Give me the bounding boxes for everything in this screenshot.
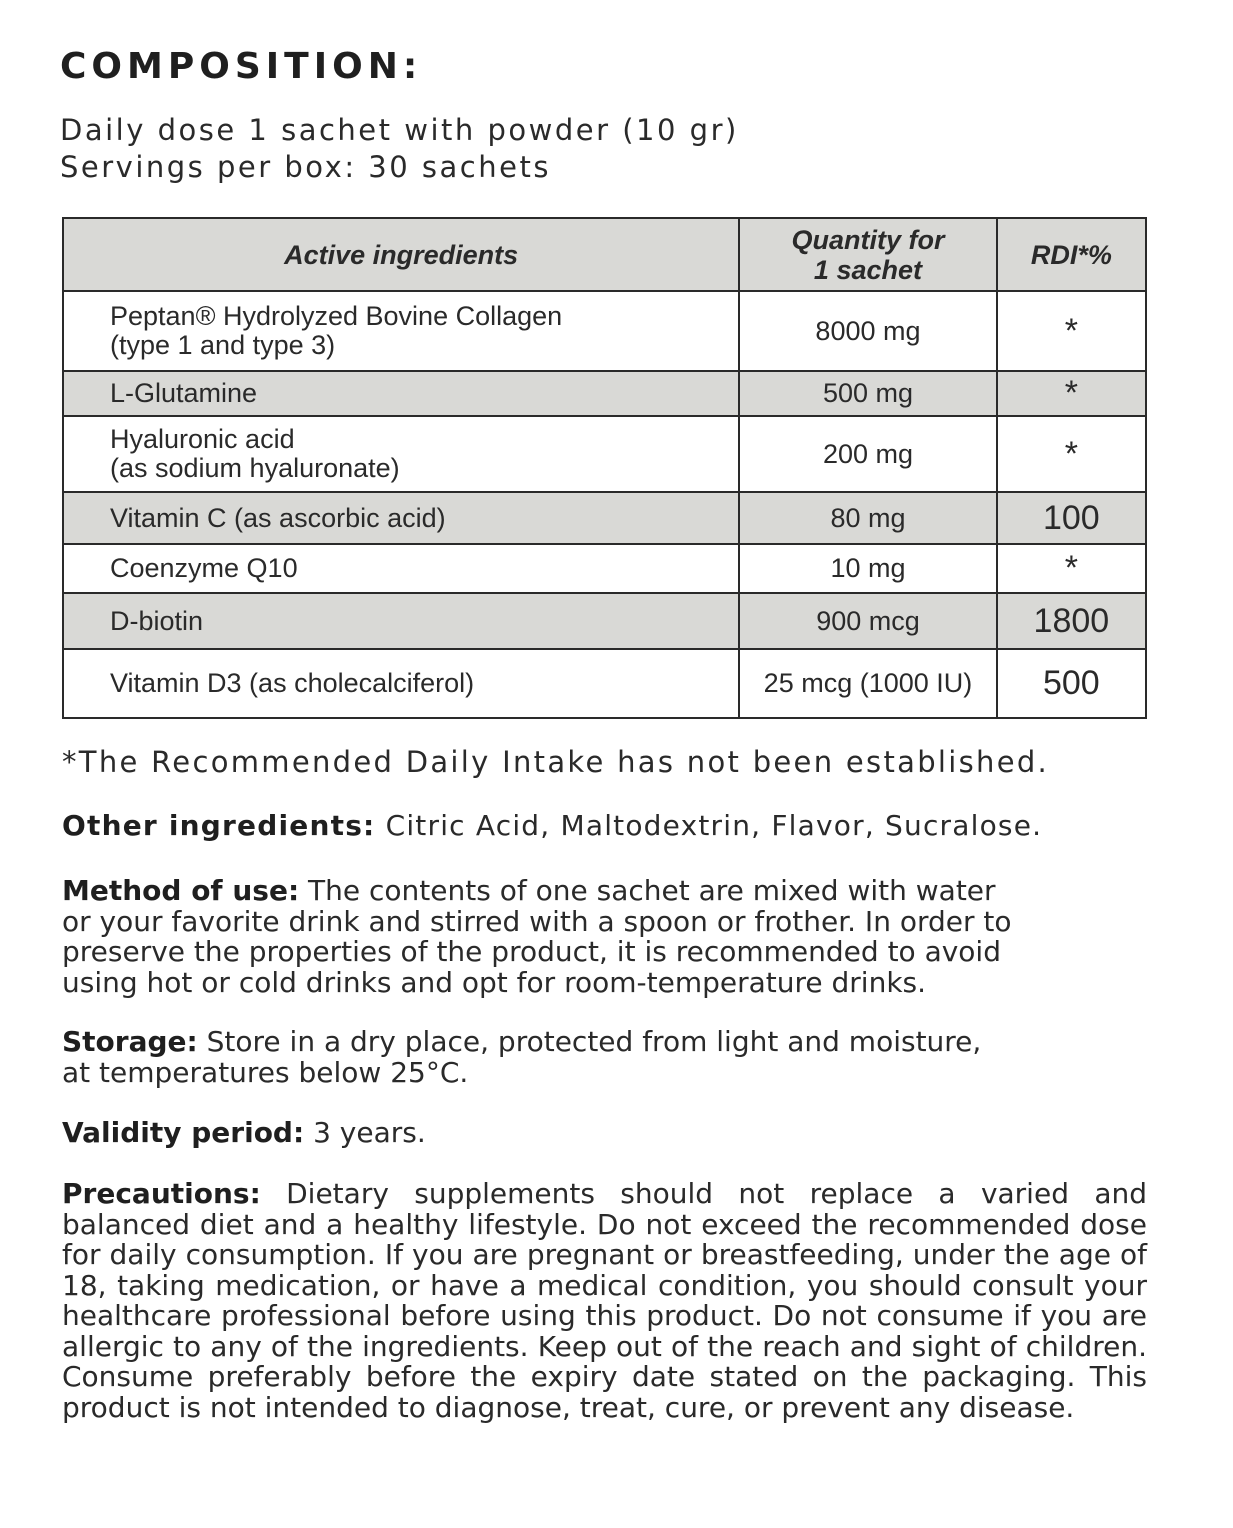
ingredient-name: Peptan® Hydrolyzed Bovine Collagen xyxy=(110,301,563,331)
table-header-row xyxy=(63,218,1146,291)
header-active-ingredients: Active ingredients xyxy=(63,218,739,291)
quantity-cell: 8000 mg xyxy=(739,291,996,371)
ingredient-cell xyxy=(63,291,739,371)
table-row xyxy=(63,371,1146,416)
quantity-cell: 900 mcg xyxy=(739,593,996,649)
ingredient-cell xyxy=(63,371,739,416)
servings-text: Servings per box: 30 sachets xyxy=(60,150,551,184)
method-label: Method of use: xyxy=(62,874,300,907)
table-row xyxy=(63,492,1146,544)
storage xyxy=(62,1027,981,1088)
ingredient-name: Hyaluronic acid xyxy=(110,424,295,454)
rdi-cell: 500 xyxy=(997,649,1146,718)
storage-text-line1: Store in a dry place, protected from light and moisture, xyxy=(197,1025,982,1058)
method-text-line2: or your favorite drink and stirred with a spoon or frother. In order to xyxy=(62,904,1012,938)
header-rdi: RDI*% xyxy=(997,218,1146,291)
precautions-label: Precautions: xyxy=(62,1177,261,1210)
ingredient-name: L-Glutamine xyxy=(110,378,258,408)
rdi-cell: * xyxy=(997,291,1146,371)
storage-label: Storage: xyxy=(62,1025,198,1058)
dose-info xyxy=(60,112,739,186)
ingredient-name: Coenzyme Q10 xyxy=(110,553,298,583)
rdi-cell: 100 xyxy=(997,492,1146,544)
other-ingredients xyxy=(62,811,1042,842)
ingredient-detail: (as sodium hyaluronate) xyxy=(110,453,400,483)
table-row xyxy=(63,291,1146,371)
ingredient-name: Vitamin C (as ascorbic acid) xyxy=(110,502,446,533)
method-of-use xyxy=(62,876,1012,998)
quantity-cell: 200 mg xyxy=(739,416,996,492)
ingredients-table xyxy=(62,217,1147,719)
method-text-line3: preserve the properties of the product, it is recommended to avoid xyxy=(62,935,1001,968)
header-quantity-line2: 1 sachet xyxy=(813,254,922,285)
ingredient-cell xyxy=(63,649,739,718)
validity-label: Validity period: xyxy=(62,1116,305,1149)
table-row xyxy=(63,544,1146,593)
other-ingredients-label: Other ingredients: xyxy=(62,809,376,842)
daily-dose-text: Daily dose 1 sachet with powder (10 gr) xyxy=(60,113,739,147)
quantity-cell: 80 mg xyxy=(739,492,996,544)
table-row xyxy=(63,593,1146,649)
quantity-cell: 25 mcg (1000 IU) xyxy=(739,649,996,718)
method-text-line1: The contents of one sachet are mixed with water xyxy=(299,874,996,907)
rdi-cell: * xyxy=(997,416,1146,492)
quantity-cell: 10 mg xyxy=(739,544,996,593)
table-row xyxy=(63,416,1146,492)
rdi-cell: * xyxy=(997,371,1146,416)
rdi-cell: * xyxy=(997,544,1146,593)
ingredient-cell xyxy=(63,593,739,649)
ingredient-cell xyxy=(63,416,739,492)
header-quantity xyxy=(739,218,996,291)
ingredient-name: Vitamin D3 (as cholecalciferol) xyxy=(110,668,475,698)
ingredient-cell xyxy=(63,492,739,544)
header-quantity-line1: Quantity for xyxy=(791,224,945,255)
ingredient-cell xyxy=(63,544,739,593)
rdi-cell: 1800 xyxy=(997,593,1146,649)
validity-text: 3 years. xyxy=(304,1116,426,1149)
storage-text-line2: at temperatures below 25°C. xyxy=(62,1055,469,1089)
quantity-cell: 500 mg xyxy=(739,371,996,416)
precautions-text: Dietary supplements should not replace a varied and balanced diet and a healthy lifestyle. Do not exceed the recommended dose for daily consumption. If you are pregnant or breastfeeding, under the age of 18, taking medication, or have a medical condition, you should consult your healthcare professional before using this product. Do not consume if you are allergic to any of the ingredients. Keep out of the reach and sight of children. Consume preferably before the expiry date stated on the packaging. This product is not intended to diagnose, treat, cure, or prevent any disease. xyxy=(62,1177,1147,1424)
table-row xyxy=(63,649,1146,718)
rdi-footnote: *The Recommended Daily Intake has not been established. xyxy=(62,745,1050,779)
method-text-line4: using hot or cold drinks and opt for room-temperature drinks. xyxy=(62,965,927,999)
ingredient-name: D-biotin xyxy=(110,605,204,636)
validity-period xyxy=(62,1118,426,1149)
composition-title: COMPOSITION: xyxy=(60,46,423,87)
other-ingredients-text: Citric Acid, Maltodextrin, Flavor, Sucralose. xyxy=(375,809,1043,842)
ingredient-detail: (type 1 and type 3) xyxy=(110,330,336,360)
precautions xyxy=(62,1179,1147,1423)
